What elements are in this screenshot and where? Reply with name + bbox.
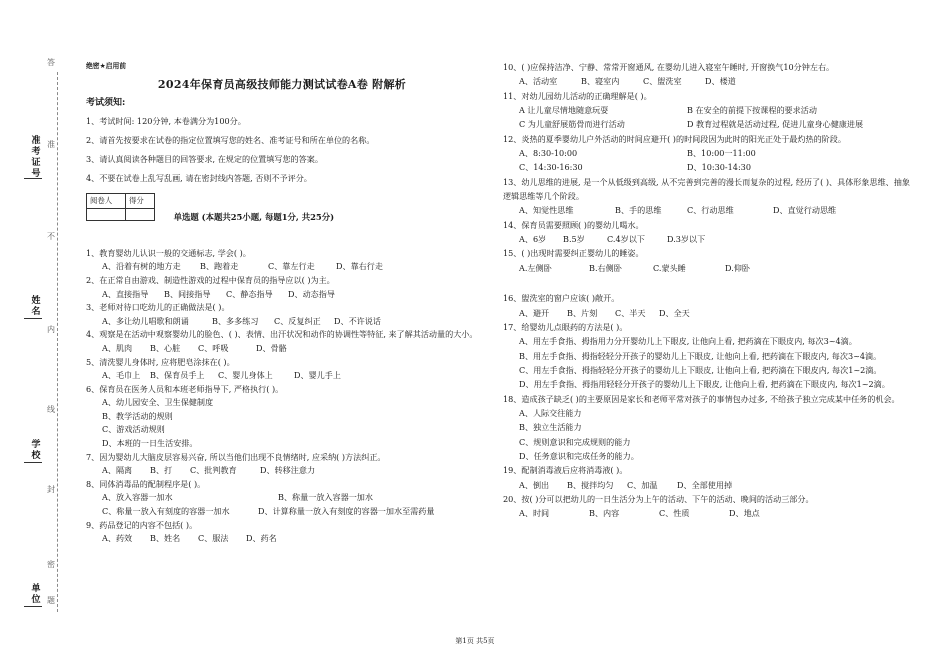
question: 13、幼儿思维的进展, 是一个从低级到高级, 从不完善到完善的漫长而复杂的过程, 经历了( )、具体形象思维、抽象逻辑思维等几个阶段。: [503, 176, 910, 202]
option[interactable]: B、教学活动的规则: [102, 410, 173, 421]
option[interactable]: D、骨骼: [256, 342, 287, 353]
options-row: [86, 505, 478, 519]
option[interactable]: B、心脏: [150, 342, 181, 353]
option[interactable]: B.右侧卧: [589, 262, 622, 273]
score-row: [86, 191, 478, 225]
options-row: [503, 103, 911, 117]
option[interactable]: C、婴儿身体上: [218, 370, 273, 381]
name-label: 姓名: [31, 296, 41, 317]
notice-item: 1、考试时间: 120分钟, 本卷满分为100分。: [86, 115, 246, 126]
options-row: [86, 464, 478, 478]
option[interactable]: C、加温: [627, 479, 658, 490]
option[interactable]: D、不许说话: [334, 315, 381, 326]
options-row: [503, 203, 911, 217]
cut-mark: 内: [47, 325, 55, 334]
cut-mark: 封: [47, 485, 55, 494]
option[interactable]: D、动态指导: [288, 288, 335, 299]
page-footer: 第1页 共5页: [455, 637, 495, 645]
option[interactable]: C、游戏活动规则: [102, 424, 165, 435]
question: 15、( )出现时需要纠正婴幼儿的睡姿。: [503, 248, 644, 259]
option[interactable]: C 为儿童舒展筋骨而进行活动: [519, 119, 625, 130]
options-row: [86, 260, 478, 274]
question: 4、观察是在活动中观察婴幼儿的脸色、( )、表情、出汗状况和动作的协调性等特征, 来了解其活动量的大小。: [86, 329, 478, 340]
id-number-label: 准考证号: [31, 136, 41, 179]
page-title: 2024年保育员高级技师能力测试试卷A卷 附解析: [157, 77, 407, 91]
option[interactable]: A、放入容器一加水: [102, 492, 173, 503]
option[interactable]: D、用左手食指、拇指用轻轻分开孩子的婴幼儿上下眼皮, 让他向上看, 把药滴在下眼皮内, 每次1~2滴。: [519, 379, 890, 390]
option[interactable]: B、10:00一11:00: [687, 148, 756, 159]
right-column: [503, 60, 911, 521]
options-row: [503, 478, 911, 492]
cut-mark: 线: [47, 405, 55, 414]
option[interactable]: A、时间: [519, 508, 550, 519]
options-row: [503, 74, 911, 88]
option[interactable]: C、批判教育: [190, 465, 237, 476]
option[interactable]: D、直觉行动思维: [773, 205, 837, 216]
option[interactable]: A、8:30-10:00: [519, 148, 578, 159]
option[interactable]: B、多多练习: [212, 315, 259, 326]
option[interactable]: B、片刻: [567, 307, 598, 318]
option[interactable]: D、地点: [729, 508, 760, 519]
cut-mark: 密: [47, 560, 55, 569]
school-field[interactable]: [24, 462, 42, 463]
option[interactable]: A、6岁: [519, 234, 547, 245]
unit-label: 单位: [31, 584, 41, 605]
option[interactable]: D、全天: [659, 307, 690, 318]
options-row: [503, 117, 911, 131]
options-row: [86, 491, 478, 505]
question: 8、同体消毒品的配制程序是( )。: [86, 478, 206, 489]
option[interactable]: D、药名: [246, 533, 277, 544]
option[interactable]: D、本班的一日生活安排。: [102, 438, 198, 449]
option[interactable]: D、婴儿手上: [294, 370, 341, 381]
option[interactable]: B.5岁: [563, 234, 585, 245]
cut-mark: 答: [47, 58, 55, 67]
option[interactable]: D、转移注意力: [260, 465, 316, 476]
question: 11、对幼儿园幼儿活动的正确理解是( )。: [503, 90, 652, 101]
unit-field[interactable]: [24, 606, 42, 607]
reviewer-input[interactable]: [87, 208, 126, 220]
notice-item: 2、请首先按要求在试卷的指定位置填写您的姓名、准考证号和所在单位的名称。: [86, 134, 375, 145]
option[interactable]: D、10:30-14:30: [687, 162, 751, 173]
options-row: [503, 306, 911, 320]
question: 6、保育员在医务人员和本班老师指导下, 严格执行( )。: [86, 383, 284, 394]
option[interactable]: D、计算称量一放入有刻度的容器一加水至需药量: [258, 506, 435, 517]
option[interactable]: C、行动思维: [687, 205, 734, 216]
school-label: 学校: [31, 440, 41, 461]
question: 14、保育员需要照顾( )的婴幼儿喝水。: [503, 219, 644, 230]
question: 7、因为婴幼儿大脑皮层容易兴奋, 所以当他们出现不良情绪时, 应采纳( )方法纠正。: [86, 451, 386, 462]
option[interactable]: B、手的思维: [615, 205, 662, 216]
option[interactable]: C、规则意识和完成规则的能力: [519, 436, 631, 447]
name-field[interactable]: [24, 318, 42, 319]
option[interactable]: D、全部使用掉: [677, 479, 733, 490]
options-row: [86, 532, 478, 546]
notice-item: 3、请认真阅读各种题目的回答要求, 在规定的位置填写您的答案。: [86, 153, 323, 164]
question: 5、清洗婴儿身体时, 应将肥皂涂抹在( )。: [86, 356, 235, 367]
option[interactable]: B、寝室内: [581, 76, 620, 87]
options-row: [503, 506, 911, 520]
option[interactable]: D.3岁以下: [667, 234, 706, 245]
question: 10、( )应保持洁净、宁静、常常开窗通风, 在婴幼儿进入寝室午睡时, 开窗换气10分钟左右。: [503, 62, 835, 72]
question: 12、炎热的夏季婴幼儿户外活动的时间应避开( )的时间段因为此时的阳光正处于最灼热的阶段。: [503, 133, 846, 144]
option[interactable]: C、服法: [198, 533, 229, 544]
question: 3、老师对待口吃幼儿的正确做法是( )。: [86, 302, 230, 313]
option[interactable]: A、幼儿园安全、卫生保健制度: [102, 397, 214, 408]
section-heading: 单选题 (本题共25小题, 每题1分, 共25分): [173, 212, 335, 223]
option[interactable]: A、毛巾上: [102, 370, 141, 381]
reviewer-cell: 阅卷人: [87, 194, 126, 209]
secret-mark: 绝密★启用前: [86, 62, 127, 70]
question: 20、按( )分可以把幼儿的一日生活分为上午的活动、下午的活动、晚间的活动三部分。: [503, 493, 814, 504]
option[interactable]: C、用左手食指、拇指轻轻分开孩子的婴幼儿上下眼皮, 让他向上看, 把药滴在下眼皮内, 每次1~2滴。: [519, 364, 882, 375]
option[interactable]: B、跑着走: [200, 261, 239, 272]
question: 2、在正常自由游戏、制造性游戏的过程中保育员的指导应以( )为主。: [86, 274, 335, 285]
option[interactable]: D、靠右行走: [336, 261, 383, 272]
option[interactable]: C、半天: [615, 307, 646, 318]
option[interactable]: B、称量一放入容器一加水: [278, 492, 373, 503]
option[interactable]: C.4岁以下: [607, 234, 645, 245]
question: 1、教育婴幼儿认识一般的交通标志, 学会( )。: [86, 247, 251, 258]
option[interactable]: D、任务意识和完成任务的能力。: [519, 450, 639, 461]
notice-heading: 考试须知:: [86, 98, 126, 109]
option[interactable]: B、打: [150, 465, 173, 476]
options-row: [503, 146, 911, 160]
option[interactable]: B、搅拌均匀: [567, 479, 614, 490]
cut-mark: 题: [47, 596, 55, 605]
option[interactable]: A.左侧卧: [519, 262, 552, 273]
question: 9、药品登记的内容不包括( )。: [86, 519, 198, 530]
cut-mark: 不: [47, 232, 55, 241]
options-row: [86, 315, 478, 329]
option[interactable]: A、多让幼儿唱歌和朗诵: [102, 315, 189, 326]
option[interactable]: C、性质: [659, 508, 690, 519]
option[interactable]: B、保育员手上: [150, 370, 205, 381]
option[interactable]: B、间接指导: [164, 288, 211, 299]
option[interactable]: B、用左手食指、拇指轻轻分开孩子的婴幼儿上下眼皮, 让他向上看, 把药滴在下眼皮内, 每次3~4滴。: [519, 350, 882, 361]
question: 18、造成孩子缺乏( )的主要原因是家长和老师平常对孩子的事情包办过多, 不给孩子独立完成某中任务的机会。: [503, 393, 900, 404]
question: 19、配制消毒液后应将消毒液( )。: [503, 465, 628, 476]
option[interactable]: C、盥洗室: [643, 76, 682, 87]
option[interactable]: A 让儿童尽情地随意玩耍: [519, 105, 609, 116]
option[interactable]: C、14:30-16:30: [519, 162, 583, 173]
options-row: [86, 369, 478, 383]
options-row: [86, 342, 478, 356]
options-row: [503, 232, 911, 246]
option[interactable]: A、隔离: [102, 465, 133, 476]
option[interactable]: B 在安全的前提下按课程的要求活动: [687, 105, 817, 116]
option[interactable]: C、反复纠正: [274, 315, 321, 326]
id-number-field[interactable]: [24, 178, 42, 179]
option[interactable]: C、称量一放入有刻度的容器一加水: [102, 506, 230, 517]
option[interactable]: B、独立生活能力: [519, 422, 582, 433]
option[interactable]: D.仰卧: [725, 262, 750, 273]
option[interactable]: A、活动室: [519, 76, 558, 87]
binding-line: [57, 72, 58, 612]
cut-mark: 准: [47, 140, 55, 149]
score-cell: 得分: [126, 194, 155, 209]
option[interactable]: A、人际交往能力: [519, 407, 582, 418]
option[interactable]: A、用左手食指、拇指用力分开婴幼儿上下眼皮, 让他向上看, 把药滴在下眼皮内, 每次3~4滴。: [519, 336, 857, 347]
option[interactable]: A、肌肉: [102, 342, 133, 353]
notice-item: 4、不要在试卷上乱写乱画, 请在密封线内答题, 否则不予评分。: [86, 173, 312, 184]
option[interactable]: C、靠左行走: [268, 261, 315, 272]
option[interactable]: C.蒙头睡: [653, 262, 686, 273]
option[interactable]: A、沿着有树的地方走: [102, 261, 181, 272]
options-row: [86, 288, 478, 302]
options-row: [503, 160, 911, 174]
option[interactable]: C、静态指导: [226, 288, 273, 299]
option[interactable]: B、姓名: [150, 533, 181, 544]
question: 16、盥洗室的窗户应该( )敞开。: [503, 293, 620, 304]
option[interactable]: C、呼吸: [198, 342, 229, 353]
option[interactable]: B、内容: [589, 508, 620, 519]
option[interactable]: D 教育过程就是活动过程, 促进儿童身心健康进展: [687, 119, 864, 130]
option[interactable]: A、知觉性思维: [519, 205, 574, 216]
options-row: [503, 261, 911, 275]
option[interactable]: A、避开: [519, 307, 550, 318]
option[interactable]: A、药效: [102, 533, 133, 544]
score-box: [86, 193, 155, 221]
left-column: [86, 60, 478, 546]
option[interactable]: A、直接指导: [102, 288, 149, 299]
option[interactable]: D、楼道: [705, 76, 736, 87]
score-input[interactable]: [126, 208, 155, 220]
question: 17、给婴幼儿点眼药的方法是( )。: [503, 321, 628, 332]
option[interactable]: A、倒出: [519, 479, 550, 490]
